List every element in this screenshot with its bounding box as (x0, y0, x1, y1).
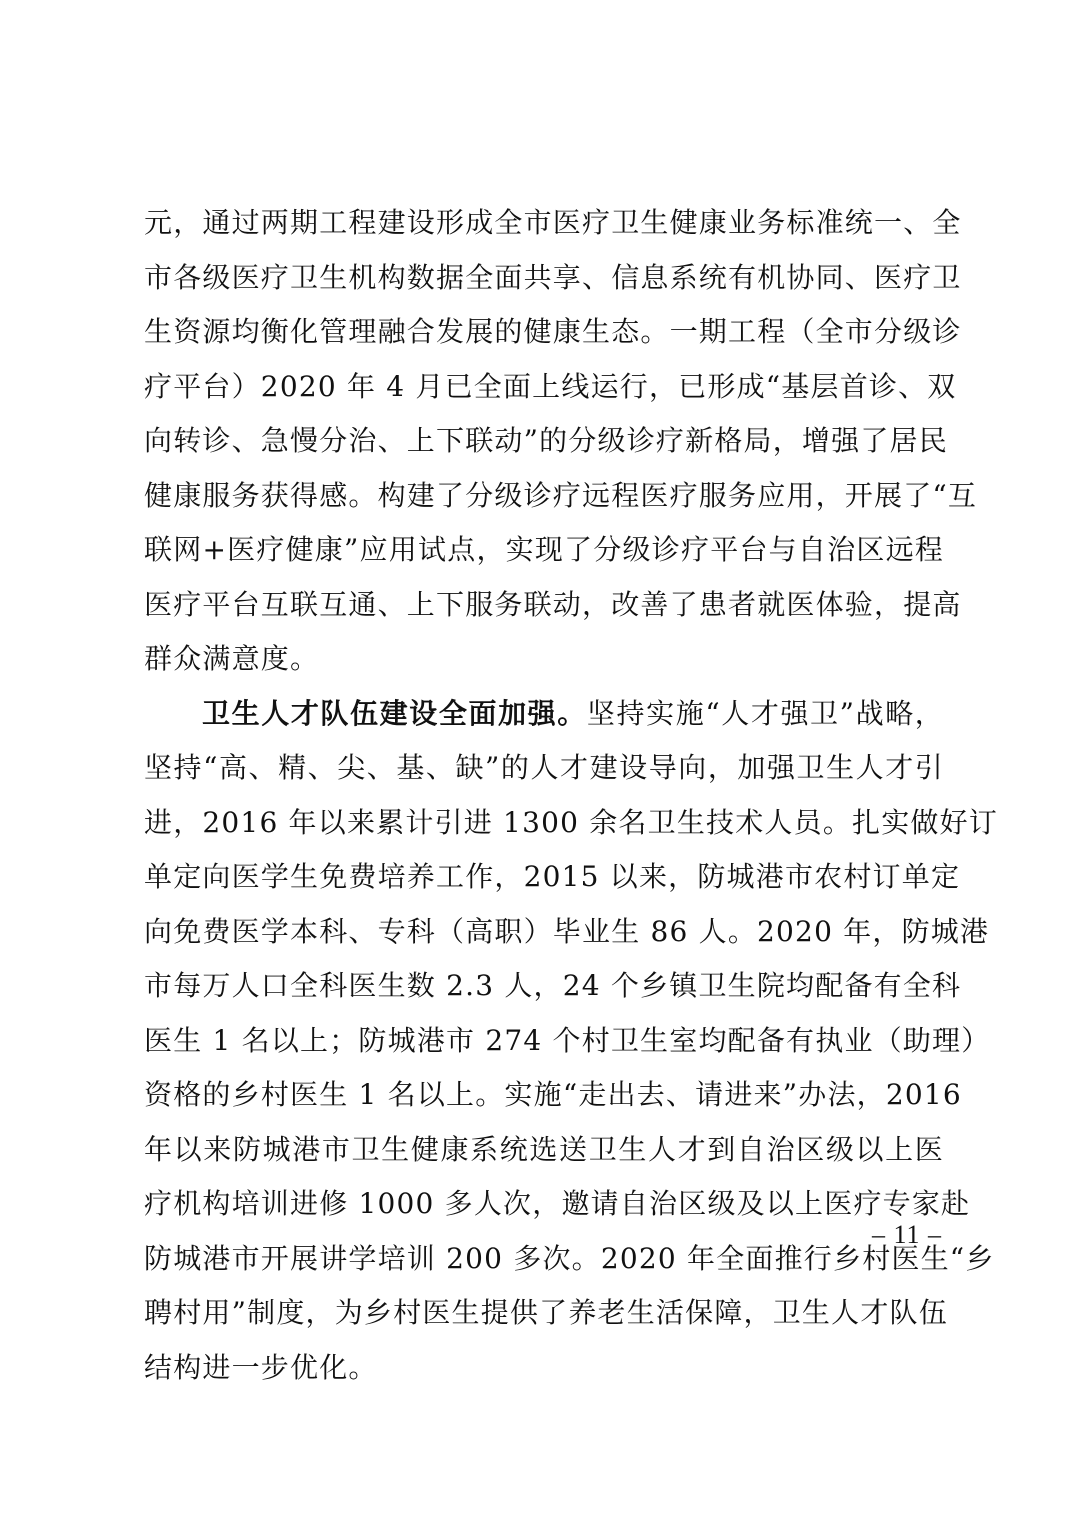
page-number: – 11 – (871, 1220, 942, 1249)
paragraph-intro (144, 196, 978, 687)
text-line: 疗平台）2020 年 4 月已全面上线运行，已形成“基层首诊、双 (144, 369, 957, 403)
text-line: 市各级医疗卫生机构数据全面共享、信息系统有机协同、医疗卫 (144, 260, 962, 294)
text-line: 医疗平台互联互通、上下服务联动，改善了患者就医体验，提高 (144, 587, 962, 621)
text-line: 进，2016 年以来累计引进 1300 余名卫生技术人员。扎实做好订 (144, 805, 999, 839)
text-line (144, 687, 944, 742)
text-line: 医生 1 名以上；防城港市 274 个村卫生室均配备有执业（助理） (144, 1023, 991, 1057)
text-line: 年以来防城港市卫生健康系统选送卫生人才到自治区级以上医 (144, 1132, 944, 1166)
text-line: 单定向医学生免费培养工作，2015 以来，防城港市农村订单定 (144, 860, 961, 893)
document-body (144, 196, 999, 1395)
text-line: 生资源均衡化管理融合发展的健康生态。一期工程（全市分级诊 (144, 315, 962, 348)
text-line: 群众满意度。 (144, 642, 320, 675)
text-line: 聘村用”制度，为乡村医生提供了养老生活保障，卫生人才队伍 (144, 1296, 948, 1329)
text-line: 疗机构培训进修 1000 多人次，邀请自治区级及以上医疗专家赴 (144, 1187, 971, 1220)
text-run: 坚持实施“人才强卫”战略， (586, 696, 944, 730)
text-line: 向免费医学本科、专科（高职）毕业生 86 人。2020 年，防城港 (144, 914, 990, 948)
text-line: 市每万人口全科医生数 2.3 人，24 个乡镇卫生院均配备有全科 (144, 969, 962, 1002)
text-line: 防城港市开展讲学培训 200 多次。2020 年全面推行乡村医生“乡 (144, 1241, 995, 1275)
paragraph-talent (144, 687, 999, 1396)
text-line: 结构进一步优化。 (144, 1350, 378, 1384)
text-line: 坚持“高、精、尖、基、缺”的人才建设导向，加强卫生人才引 (144, 751, 944, 784)
text-line: 健康服务获得感。构建了分级诊疗远程医疗服务应用，开展了“互 (144, 478, 978, 512)
text-line: 向转诊、急慢分治、上下联动”的分级诊疗新格局，增强了居民 (144, 424, 948, 457)
text-line: 资格的乡村医生 1 名以上。实施“走出去、请进来”办法，2016 (144, 1078, 962, 1111)
text-line: 联网+医疗健康”应用试点，实现了分级诊疗平台与自治区远程 (144, 533, 944, 566)
text-line: 元，通过两期工程建设形成全市医疗卫生健康业务标准统一、全 (144, 206, 962, 239)
section-heading: 卫生人才队伍建设全面加强。 (202, 696, 587, 730)
